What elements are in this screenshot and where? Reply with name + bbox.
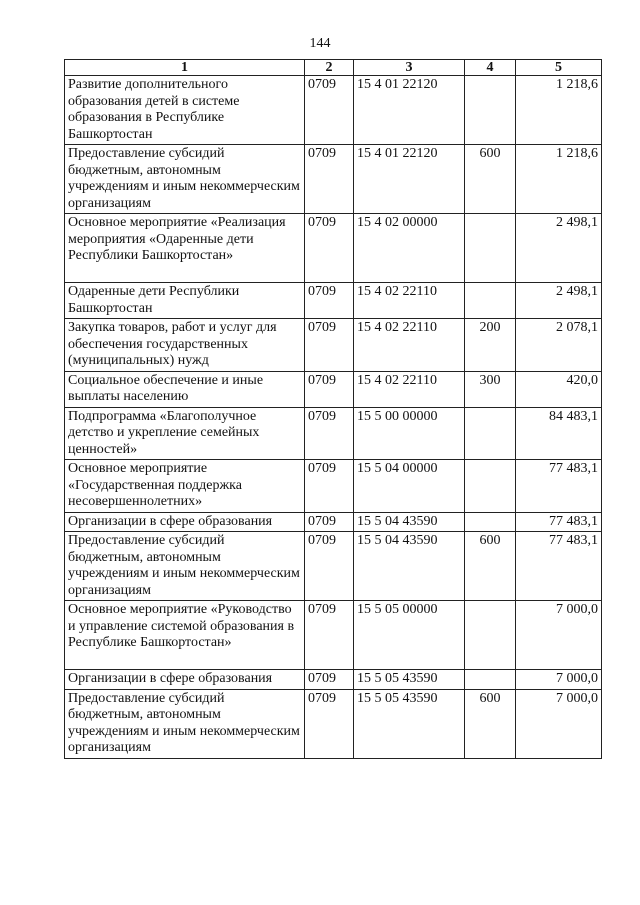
row-code: 15 5 05 43590 (354, 670, 465, 690)
row-amount: 77 483,1 (516, 512, 602, 532)
header-col-1: 1 (65, 60, 305, 76)
row-amount: 1 218,6 (516, 76, 602, 145)
row-amount: 77 483,1 (516, 460, 602, 513)
row-name: Основное мероприятие «Руководство и управление системой образования в Республике Башкортостан» (65, 601, 305, 670)
row-type (465, 407, 516, 460)
row-name: Одаренные дети Республики Башкортостан (65, 283, 305, 319)
row-amount: 84 483,1 (516, 407, 602, 460)
row-name: Развитие дополнительного образования детей в системе образования в Республике Башкортостан (65, 76, 305, 145)
row-code: 15 5 05 43590 (354, 689, 465, 758)
row-section: 0709 (305, 512, 354, 532)
row-type (465, 670, 516, 690)
row-amount: 1 218,6 (516, 145, 602, 214)
row-amount: 77 483,1 (516, 532, 602, 601)
row-section: 0709 (305, 371, 354, 407)
table-row (65, 689, 602, 758)
row-name: Закупка товаров, работ и услуг для обеспечения государственных (муниципальных) нужд (65, 319, 305, 372)
table-row (65, 214, 602, 283)
row-type: 600 (465, 532, 516, 601)
table-row (65, 76, 602, 145)
row-section: 0709 (305, 76, 354, 145)
row-code: 15 4 02 00000 (354, 214, 465, 283)
table-row (65, 670, 602, 690)
row-name: Социальное обеспечение и иные выплаты населению (65, 371, 305, 407)
row-name: Предоставление субсидий бюджетным, автономным учреждениям и иным некоммерческим организациям (65, 532, 305, 601)
header-row (65, 60, 602, 76)
row-code: 15 5 00 00000 (354, 407, 465, 460)
row-code: 15 5 04 43590 (354, 512, 465, 532)
row-name: Предоставление субсидий бюджетным, автономным учреждениям и иным некоммерческим организациям (65, 689, 305, 758)
row-name: Основное мероприятие «Государственная поддержка несовершеннолетних» (65, 460, 305, 513)
row-section: 0709 (305, 319, 354, 372)
table-row (65, 460, 602, 513)
row-code: 15 5 04 00000 (354, 460, 465, 513)
row-name: Основное мероприятие «Реализация мероприятия «Одаренные дети Республики Башкортостан» (65, 214, 305, 283)
row-type (465, 460, 516, 513)
row-section: 0709 (305, 283, 354, 319)
row-amount: 2 498,1 (516, 214, 602, 283)
table-row (65, 371, 602, 407)
row-code: 15 4 02 22110 (354, 283, 465, 319)
table-row (65, 407, 602, 460)
row-name: Организации в сфере образования (65, 512, 305, 532)
row-code: 15 5 05 00000 (354, 601, 465, 670)
row-section: 0709 (305, 145, 354, 214)
row-name: Подпрограмма «Благополучное детство и укрепление семейных ценностей» (65, 407, 305, 460)
table-row (65, 532, 602, 601)
budget-table (64, 59, 602, 759)
row-section: 0709 (305, 532, 354, 601)
table-row (65, 283, 602, 319)
table-row (65, 145, 602, 214)
row-amount: 7 000,0 (516, 601, 602, 670)
table-row (65, 601, 602, 670)
header-col-3: 3 (354, 60, 465, 76)
header-col-2: 2 (305, 60, 354, 76)
header-col-5: 5 (516, 60, 602, 76)
row-amount: 2 498,1 (516, 283, 602, 319)
row-code: 15 4 01 22120 (354, 76, 465, 145)
row-type (465, 601, 516, 670)
header-col-4: 4 (465, 60, 516, 76)
table-row (65, 319, 602, 372)
row-section: 0709 (305, 460, 354, 513)
row-type: 300 (465, 371, 516, 407)
row-code: 15 5 04 43590 (354, 532, 465, 601)
row-amount: 7 000,0 (516, 689, 602, 758)
row-section: 0709 (305, 670, 354, 690)
row-type: 600 (465, 689, 516, 758)
row-type (465, 283, 516, 319)
row-section: 0709 (305, 407, 354, 460)
row-name: Предоставление субсидий бюджетным, автономным учреждениям и иным некоммерческим организациям (65, 145, 305, 214)
page-number: 144 (309, 36, 331, 51)
row-type (465, 512, 516, 532)
row-type: 600 (465, 145, 516, 214)
row-section: 0709 (305, 689, 354, 758)
row-amount: 420,0 (516, 371, 602, 407)
row-section: 0709 (305, 214, 354, 283)
row-type (465, 76, 516, 145)
row-type: 200 (465, 319, 516, 372)
row-code: 15 4 02 22110 (354, 319, 465, 372)
row-code: 15 4 01 22120 (354, 145, 465, 214)
table-row (65, 512, 602, 532)
row-type (465, 214, 516, 283)
row-amount: 7 000,0 (516, 670, 602, 690)
row-amount: 2 078,1 (516, 319, 602, 372)
row-name: Организации в сфере образования (65, 670, 305, 690)
row-section: 0709 (305, 601, 354, 670)
row-code: 15 4 02 22110 (354, 371, 465, 407)
